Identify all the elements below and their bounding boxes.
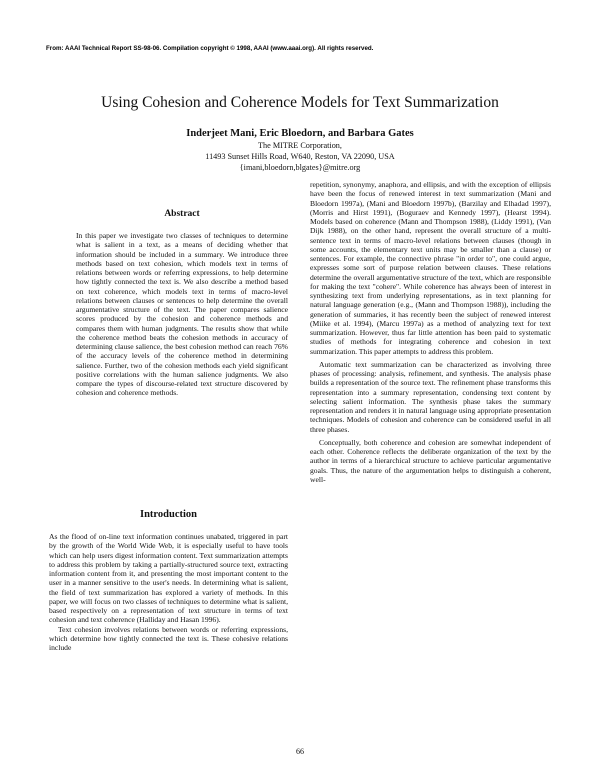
abstract-heading: Abstract bbox=[164, 209, 200, 219]
abstract-section bbox=[76, 208, 288, 398]
copyright-notice: From: AAAI Technical Report SS-98-06. Compilation copyright © 1998, AAAI (www.aaai.org). All rights reserved. bbox=[46, 45, 374, 52]
introduction-section bbox=[49, 508, 288, 652]
author-address: 11493 Sunset Hills Road, W640, Reston, VA 22090, USA bbox=[205, 152, 395, 161]
introduction-paragraph: As the flood of on-line text information continues unabated, triggered in part by the growth of the World Wide Web, it is especially useful to have tools which can help users digest information content. Text summarization attempts to address this problem by taking a partially-structured source text, extracting information content from it, and presenting the most important content to the user in a manner sensitive to the user's needs. In determining what is salient, the field of text summarization has explored a variety of methods. In this paper, we will focus on two classes of techniques to determine what is salient, based respectively on a representation of text structure in terms of text cohesion and text coherence (Halliday and Hasan 1996). bbox=[49, 532, 288, 625]
right-column bbox=[310, 180, 551, 484]
introduction-paragraph: Text cohesion involves relations between words or referring expressions, which determine how tightly connected the text is. These cohesive relations include bbox=[49, 624, 288, 652]
body-paragraph: Conceptually, both coherence and cohesion are somewhat independent of each other. Coherence reflects the deliberate organization of the text by the author in terms of a hierarchical structure to achieve particular argumentative goals. Thus, the nature of the argumentation helps to distinguish a coherent, well- bbox=[310, 437, 551, 484]
abstract-text: In this paper we investigate two classes of techniques to determine what is salient in a text, as a means of deciding whether that information should be included in a summary. We introduce three methods based on text cohesion, which models text in terms of relations between words or referring expressions, to help determine how tightly connected the text is. We also describe a method based on text coherence, which models text in terms of macro-level relations between clauses or sentences to help determine the overall argumentative structure of the text. The paper compares salience scores produced by the cohesion and coherence methods and compares them with human judgments. The results show that while the coherence method beats the cohesion methods in accuracy of determining clause salience, the best cohesion method can reach 76% of the accuracy levels of the coherence method in determining salience. Further, two of the cohesion methods each yield significant positive correlations with the human salience judgments. We also compare the types of discourse-related text structure discovered by cohesion and coherence methods. bbox=[76, 231, 288, 398]
body-paragraph: repetition, synonymy, anaphora, and ellipsis, and with the exception of ellipsis have been the focus of renewed interest in text summarization (Mani and Bloedorn 1997a), (Mani and Bloedorn 1997b), (Barzilay and Elhadad 1997), (Morris and Hirst 1991), (Boguraev and Kennedy 1997), (Hearst 1994). Models based on coherence (Mann and Thompson 1988), (Liddy 1991), (Van Dijk 1988), on the other hand, represent the overall structure of a multi-sentence text in terms of macro-level relations between clauses (though in some accounts, the elementary text units may be smaller than a clause) or sentences. For example, the connective phrase "in order to", one could argue, expresses some sort of purpose relation between clauses. These relations determine the overall argumentative structure of the text, which are responsible for making the text "cohere". While coherence has always been of interest in synthesizing text from underlying representations, as in text planning for natural language generation (e.g., (Mann and Thompson 1988)), including the generation of summaries, it has recently been the subject of renewed interest (Miike et al. 1994), (Marcu 1997a) as a method of analyzing text for text summarization. However, thus far little attention has been paid to systematic studies of methods for integrating coherence and cohesion in text summarization. This paper attempts to address this problem. bbox=[310, 180, 551, 356]
paper-authors: Inderjeet Mani, Eric Bloedorn, and Barbara Gates bbox=[186, 128, 414, 139]
body-paragraph: Automatic text summarization can be characterized as involving three phases of processing: analysis, refinement, and synthesis. The analysis phase builds a representation of the source text. The refinement phase transforms this representation into a summary representation, condensing text content by selecting salient information. The synthesis phase takes the summary representation and renders it in natural language using appropriate presentation techniques. Models of cohesion and coherence can be considered useful in all three phases. bbox=[310, 359, 551, 434]
author-email: {imani,bloedorn,blgates}@mitre.org bbox=[239, 163, 361, 172]
author-organization: The MITRE Corporation, bbox=[258, 141, 342, 150]
paper-title: Using Cohesion and Coherence Models for Text Summarization bbox=[101, 94, 499, 111]
introduction-heading: Introduction bbox=[140, 509, 197, 520]
page-number: 66 bbox=[296, 747, 304, 756]
